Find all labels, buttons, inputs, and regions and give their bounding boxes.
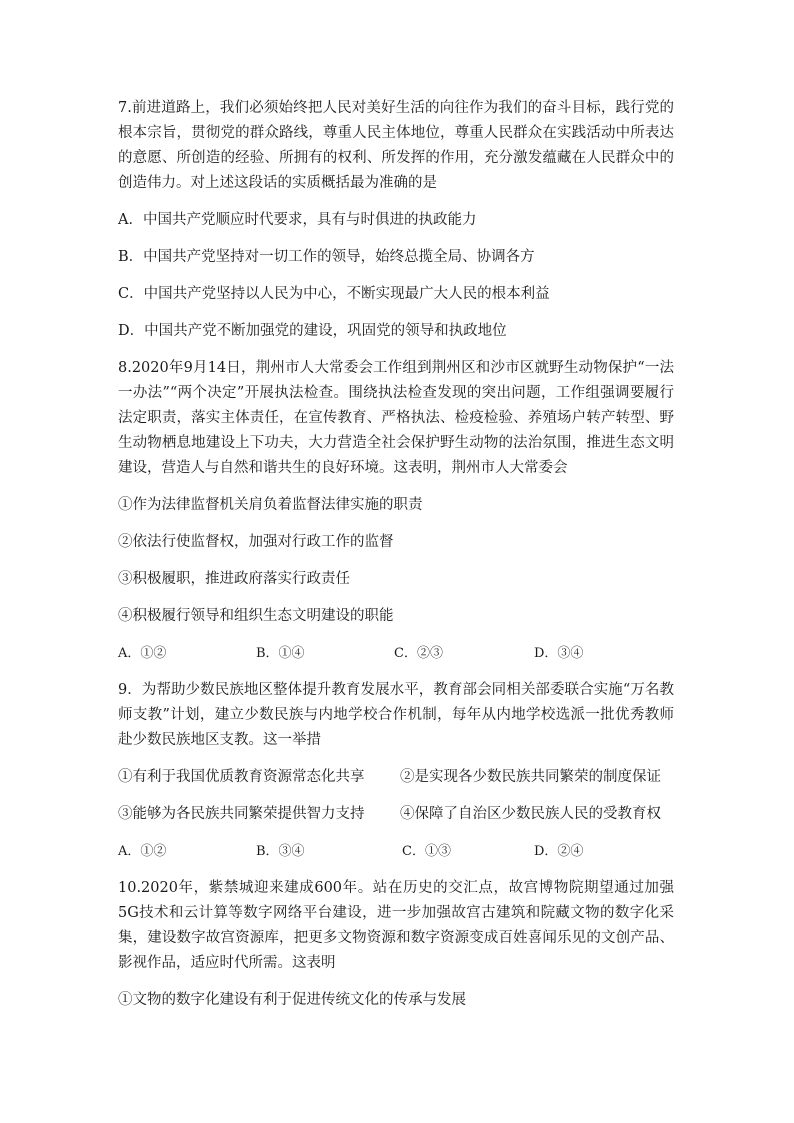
question-8-choice-b: B．①④ [256,646,305,661]
question-9-choice-b: B．③④ [256,844,305,859]
question-9-choice-c: C．①③ [402,844,451,859]
question-8-stem: 8.2020年9月14日，荆州市人大常委会工作组到荆州区和沙市区就野生动物保护“一法一办法”“两个决定”开展执法检查。围绕执法检查发现的突出问题，工作组强调要履行法定职责，落实主体责任，在宣传教育、严格执法、检疫检验、养殖场户转产转型、野生动物栖息地建设上下功夫，大力营造全社会保护野生动物的法治氛围，推进生态文明建设，营造人与自然和谐共生的良好环境。这表明，荆州市人大常委会 [118,360,674,476]
question-8-item-3: ③积极履职，推进政府落实行政责任 [118,571,350,587]
question-9-items-row-2 [118,802,674,827]
question-9-item-1: ①有利于我国优质教育资源常态化共享 [118,769,365,785]
question-9-item-2: ②是实现各少数民族共同繁荣的制度保证 [400,769,661,785]
question-8-choice-c: C．②③ [394,646,443,661]
question-10-stem: 10.2020年，紫禁城迎来建成600年。站在历史的交汇点，故宫博物院期望通过加强5G技术和云计算等数字网络平台建设，进一步加强故宫古建筑和院藏文物的数字化采集，建设数字故宫资源库，把更多文物资源和数字资源变成百姓喜闻乐见的文创产品、影视作品，适应时代所需。这表明 [118,880,674,971]
question-8-item-4: ④积极履行领导和组织生态文明建设的职能 [118,608,394,624]
question-9-choice-d: D．②④ [534,844,584,859]
question-8-item-2: ②依法行使监督权，加强对行政工作的监督 [118,534,394,550]
question-9-item-4: ④保障了自治区少数民族人民的受教育权 [400,806,661,822]
question-9-choices [118,839,674,864]
question-9-item-3: ③能够为各民族共同繁荣提供智力支持 [118,806,365,822]
question-7-option-b: B．中国共产党坚持对一切工作的领导，始终总揽全局、协调各方 [118,249,535,265]
question-7-option-a: A．中国共产党顺应时代要求，具有与时俱进的执政能力 [118,212,477,228]
question-10-item-1: ①文物的数字化建设有利于促进传统文化的传承与发展 [118,992,466,1008]
question-8-choices [118,641,674,666]
question-7-stem: 7.前进道路上，我们必须始终把人民对美好生活的向往作为我们的奋斗目标，践行党的根本宗旨，贯彻党的群众路线，尊重人民主体地位，尊重人民群众在实践活动中所表达的意愿、所创造的经验、所拥有的权利、所发挥的作用，充分激发蕴藏在人民群众中的创造伟力。对上述这段话的实质概括最为准确的是 [118,100,674,191]
question-7-option-c: C．中国共产党坚持以人民为中心，不断实现最广大人民的根本利益 [118,286,550,302]
exam-page [118,96,674,1013]
question-8-item-1: ①作为法律监督机关肩负着监督法律实施的职责 [118,497,423,513]
question-9-items-row-1 [118,765,674,790]
question-9-stem: 9．为帮助少数民族地区整体提升教育发展水平，教育部会同相关部委联合实施“万名教师支教”计划，建立少数民族与内地学校合作机制，每年从内地学校选派一批优秀教师赴少数民族地区支教。这一举措 [118,682,674,748]
question-9-choice-a: A．①② [118,844,167,859]
question-8-choice-a: A．①② [118,646,167,661]
question-8-choice-d: D．③④ [534,646,584,661]
question-7-option-d: D．中国共产党不断加强党的建设，巩固党的领导和执政地位 [118,323,507,339]
